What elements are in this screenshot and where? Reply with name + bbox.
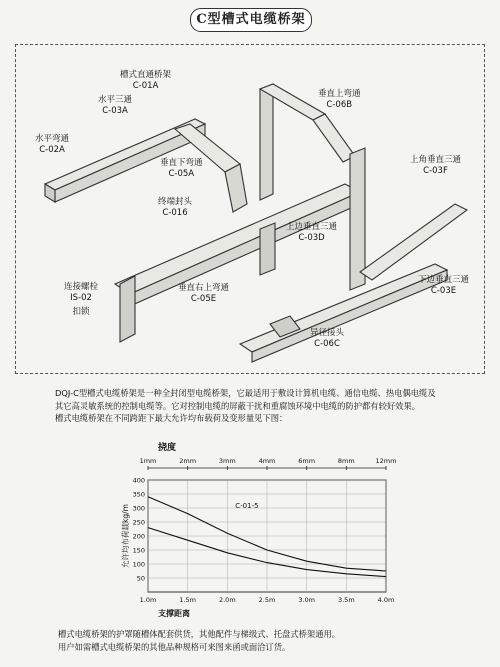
top-tick-label: 8mm [337, 457, 355, 465]
component-name: 上角垂直三通 [410, 155, 462, 165]
component-name: 槽式直通桥架 [120, 70, 172, 80]
label-c03d [286, 222, 337, 244]
component-code: C-01A [132, 81, 159, 91]
component-name: 垂直上弯通 [318, 89, 361, 99]
x-tick-label: 4.0m [377, 596, 395, 604]
component-code: C-05A [168, 169, 195, 179]
component-code: C-06B [326, 100, 353, 110]
component-code: C-05E [190, 294, 217, 304]
component-code: IS-02 [70, 293, 92, 303]
y-tick-label: 250 [132, 518, 145, 527]
chart-title: 挠度 [158, 443, 177, 453]
description-line: 其它高灵敏系统的控制电缆等。它对控制电缆的屏蔽干扰和重腐蚀环境中电缆的防护都有较好效果。 [55, 400, 421, 411]
description-line: DQJ-C型槽式电缆桥架是一种全封闭型电缆桥架，它最适用于敷设计算机电缆、通信电缆、热电偶电缆及 [55, 388, 436, 398]
y-tick-label: 150 [132, 546, 145, 555]
component-name: 垂直下弯通 [160, 158, 203, 168]
x-tick-label: 1.5m [179, 596, 197, 604]
chart-annotation: C-01-5 [235, 502, 259, 510]
component-code: C-03A [102, 106, 128, 116]
page-title: C型槽式电缆桥架 [190, 8, 312, 32]
y-tick-label: 350 [132, 490, 145, 499]
x-axis-label: 支撑距离 [158, 609, 190, 618]
load-deflection-chart [110, 440, 400, 620]
top-tick-label: 4mm [258, 457, 276, 465]
component-name: 终端封头 [158, 197, 193, 207]
top-tick-label: 3mm [218, 457, 236, 465]
x-tick-label: 3.5m [337, 596, 355, 604]
label-c06c [310, 328, 344, 350]
component-code: C-03F [423, 166, 448, 176]
component-name: 上边垂直三通 [286, 222, 338, 232]
x-tick-label: 1.0m [139, 596, 157, 604]
label-c01a [120, 70, 171, 92]
component-code: C-06C [314, 339, 340, 349]
y-tick-label: 400 [132, 476, 145, 485]
y-tick-label: 100 [132, 560, 145, 569]
label-c05a [160, 158, 203, 180]
footer-line: 槽式电缆桥架的护罩随槽体配套供货，其他配件与梯级式、托盘式桥架通用。 [58, 629, 341, 639]
component-name: 连接螺栓 [64, 282, 99, 292]
label-c03f [410, 155, 461, 177]
label-c02a [35, 134, 69, 156]
label-c03e [418, 275, 469, 297]
component-name: 水平弯通 [35, 134, 70, 144]
x-tick-label: 2.0m [218, 596, 236, 604]
component-code: C-03E [430, 286, 457, 296]
label-c03a [98, 95, 132, 117]
component-name: 异径接头 [310, 328, 345, 338]
component-name: 水平三通 [98, 95, 133, 105]
tray-diagram [15, 44, 485, 374]
top-tick-label: 12mm [375, 457, 397, 465]
component-code: C-016 [162, 208, 188, 218]
x-tick-label: 2.5m [258, 596, 276, 604]
label-c06b [318, 89, 361, 111]
footer-notes [58, 628, 478, 653]
label-is02 [64, 282, 98, 318]
x-tick-label: 3.0m [298, 596, 316, 604]
top-tick-label: 2mm [179, 457, 197, 465]
y-tick-label: 300 [132, 504, 145, 513]
component-extra: 扣锁 [72, 307, 90, 317]
top-tick-label: 1mm [139, 457, 157, 465]
top-tick-label: 6mm [298, 457, 316, 465]
label-c016 [158, 197, 192, 219]
component-name: 垂直右上弯通 [178, 283, 230, 293]
component-name: 下边垂直三通 [418, 275, 470, 285]
component-code: C-02A [39, 145, 65, 155]
y-tick-label: 200 [132, 532, 145, 541]
label-c05e [178, 283, 229, 305]
y-tick-label: 50 [136, 574, 145, 583]
footer-line: 用户如需槽式电缆桥架的其他品种规格可来图来函或面洽订货。 [58, 641, 291, 652]
description [55, 387, 475, 425]
y-axis-label: 允许均布荷载kg/m [121, 504, 130, 568]
component-code: C-03D [298, 233, 325, 243]
description-line: 槽式电缆桥架在不同跨距下最大允许均布载荷及变形量见下图： [55, 413, 288, 423]
